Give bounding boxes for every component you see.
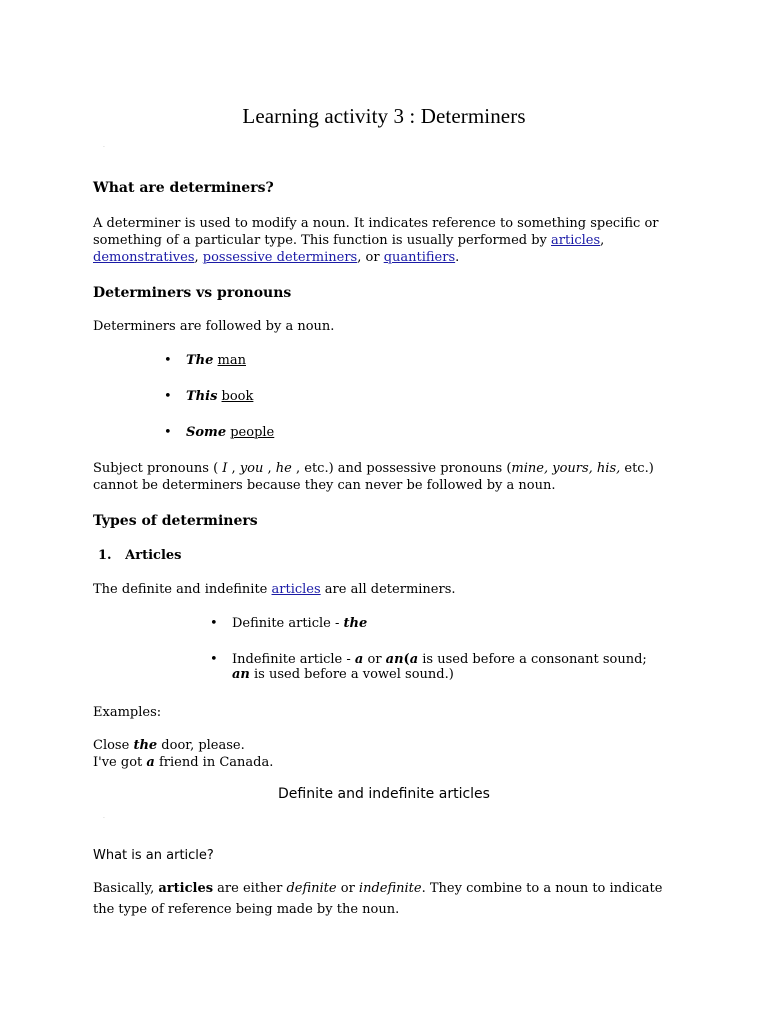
item-text: is used before a vowel sound.): [249, 667, 454, 682]
list-item: [164, 425, 275, 461]
article-word: an: [232, 667, 250, 682]
sentence-text: I've got: [93, 755, 147, 770]
articles-subheading: [98, 548, 181, 563]
link-articles-2[interactable]: articles: [271, 582, 321, 597]
determiners-intro: Determiners are followed by a noun.: [93, 319, 335, 334]
separator: ,: [600, 233, 605, 248]
pronoun-word: he: [275, 461, 292, 476]
paragraph-text: or: [336, 881, 359, 896]
article-word: a: [409, 652, 419, 667]
bullet-icon: •: [164, 389, 172, 404]
link-demonstratives[interactable]: demonstratives: [93, 250, 195, 265]
link-possessive-determiners[interactable]: possessive determiners: [202, 250, 358, 265]
pronouns-paragraph: [93, 460, 683, 494]
link-articles[interactable]: articles: [551, 233, 601, 248]
section-heading-what-are-determiners: What are determiners?: [93, 180, 274, 196]
possessive-pronouns: mine, yours, his,: [511, 461, 621, 476]
spacer-mark: ·: [103, 815, 105, 822]
noun-word: people: [230, 425, 275, 440]
subheading-label: Articles: [125, 548, 182, 563]
determiner-definition: [93, 215, 683, 266]
emphasis-indefinite: indefinite: [358, 881, 422, 896]
example-sentence-1: [93, 737, 245, 754]
link-quantifiers[interactable]: quantifiers: [383, 250, 456, 265]
item-label: Definite article -: [232, 616, 344, 631]
sentence-text: Close: [93, 738, 134, 753]
example-sentence-2: [93, 754, 273, 771]
section-heading-types-of-determiners: Types of determiners: [93, 513, 258, 529]
list-item: [164, 389, 274, 425]
emphasis-definite: definite: [286, 881, 337, 896]
articles-intro: [93, 581, 456, 598]
paragraph-text: are either: [213, 881, 287, 896]
paragraph-text: The definite and indefinite: [93, 582, 272, 597]
paragraph-text: , etc.) and possessive pronouns (: [291, 461, 512, 476]
noun-word: book: [221, 389, 254, 404]
examples-label: Examples:: [93, 705, 162, 720]
determiner-examples-list: [164, 353, 275, 461]
section-heading-determiners-vs-pronouns: Determiners vs pronouns: [93, 285, 292, 301]
pronoun-word: you: [239, 461, 264, 476]
article-word: the: [343, 616, 368, 631]
bullet-icon: •: [210, 652, 218, 667]
article-word: a: [146, 755, 155, 770]
noun-word: man: [217, 353, 246, 368]
item-text: (: [403, 652, 410, 667]
bullet-icon: •: [164, 353, 172, 368]
separator: ,: [263, 461, 276, 476]
item-label: Indefinite article -: [232, 652, 355, 667]
page-title: Learning activity 3 : Determiners: [242, 104, 526, 128]
separator: .: [455, 250, 460, 265]
list-item-definite: [210, 616, 662, 652]
bullet-icon: •: [164, 425, 172, 440]
sentence-text: friend in Canada.: [154, 755, 274, 770]
separator: , or: [357, 250, 384, 265]
separator: ,: [194, 250, 199, 265]
article-word: the: [133, 738, 158, 753]
pronoun-word: I: [222, 461, 228, 476]
section-heading-definite-indefinite: Definite and indefinite articles: [278, 786, 490, 802]
list-number: 1.: [98, 548, 112, 563]
paragraph-text: etc.) cannot be determiners because they can never be followed by a noun.: [93, 461, 654, 493]
item-text: or: [363, 652, 386, 667]
item-text: is used before a consonant sound;: [418, 652, 647, 667]
sentence-text: door, please.: [157, 738, 245, 753]
determiner-word: This: [186, 389, 218, 404]
paragraph-text: Subject pronouns (: [93, 461, 223, 476]
spacer-mark: ·: [103, 144, 105, 151]
paragraph-text: Basically,: [93, 881, 159, 896]
definition-text: A determiner is used to modify a noun. It indicates reference to something specific or something of a particular type. This function is usually performed by: [93, 216, 659, 248]
article-types-list: [210, 616, 662, 682]
paragraph-text: are all determiners.: [320, 582, 456, 597]
list-item: [164, 353, 274, 389]
determiner-word: Some: [186, 425, 227, 440]
bullet-icon: •: [210, 616, 218, 631]
article-definition: [93, 878, 668, 920]
list-item-indefinite: [210, 652, 662, 682]
subheading-what-is-an-article: What is an article?: [93, 848, 214, 863]
emphasis-articles: articles: [158, 881, 214, 896]
article-word: a: [354, 652, 364, 667]
determiner-word: The: [186, 353, 214, 368]
separator: ,: [227, 461, 240, 476]
article-word: an: [385, 652, 404, 667]
paragraph-text: . They combine to a noun to indicate the type of reference being made by the noun.: [93, 881, 663, 917]
